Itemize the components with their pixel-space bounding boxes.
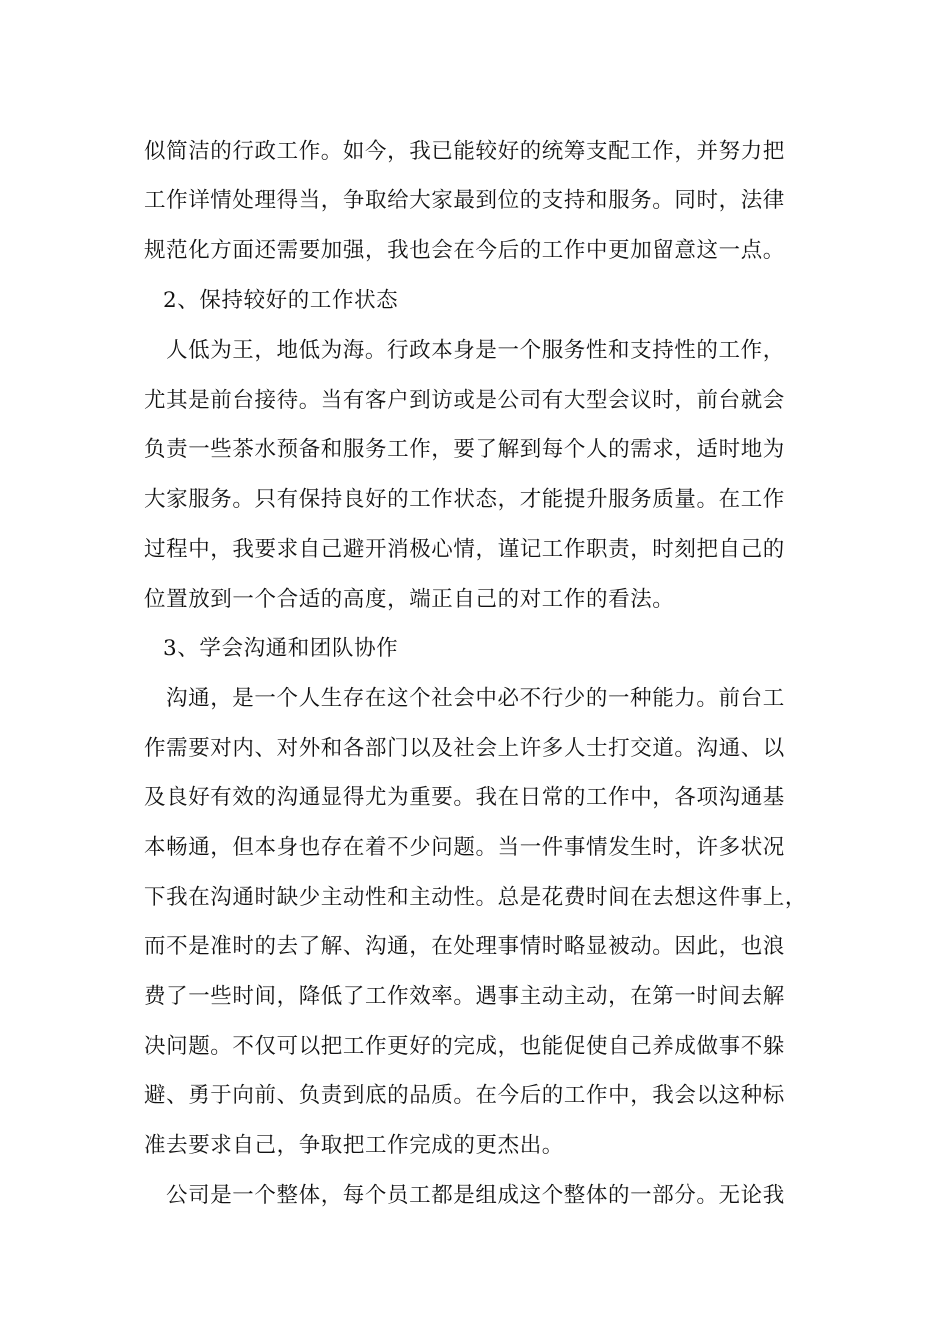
body-text-line: 沟通，是一个人生存在这个社会中必不行少的一种能力。前台工 (166, 686, 785, 711)
body-text-line: 工作详情处理得当，争取给大家最到位的支持和服务。同时，法律 (144, 188, 785, 213)
section-heading: 2、保持较好的工作状态 (163, 288, 399, 313)
body-text-line: 及良好有效的沟通显得尤为重要。我在日常的工作中，各项沟通基 (144, 785, 785, 810)
body-text-line: 人低为王，地低为海。行政本身是一个服务性和支持性的工作， (166, 338, 785, 363)
body-text-line: 公司是一个整体，每个员工都是组成这个整体的一部分。无论我 (166, 1183, 785, 1208)
body-text-line: 准去要求自己，争取把工作完成的更杰出。 (144, 1133, 564, 1158)
body-text-line: 而不是准时的去了解、沟通，在处理事情时略显被动。因此，也浪 (144, 934, 785, 959)
body-text-line: 费了一些时间，降低了工作效率。遇事主动主动，在第一时间去解 (144, 984, 785, 1009)
body-text-line: 下我在沟通时缺少主动性和主动性。总是花费时间在去想这件事上， (144, 885, 808, 910)
body-text-line: 决问题。不仅可以把工作更好的完成，也能促使自己养成做事不躲 (144, 1034, 785, 1059)
body-text-line: 位置放到一个合适的高度，端正自己的对工作的看法。 (144, 587, 675, 612)
body-text-line: 负责一些茶水预备和服务工作，要了解到每个人的需求，适时地为 (144, 437, 785, 462)
body-text-line: 避、勇于向前、负责到底的品质。在今后的工作中，我会以这种标 (144, 1083, 785, 1108)
body-text-line: 尤其是前台接待。当有客户到访或是公司有大型会议时，前台就会 (144, 388, 785, 413)
body-text-line: 作需要对内、对外和各部门以及社会上许多人士打交道。沟通、以 (144, 736, 785, 761)
body-text-line: 似简洁的行政工作。如今，我已能较好的统筹支配工作，并努力把 (144, 139, 785, 164)
body-text-line: 规范化方面还需要加强，我也会在今后的工作中更加留意这一点。 (144, 238, 785, 263)
body-text-line: 本畅通，但本身也存在着不少问题。当一件事情发生时，许多状况 (144, 835, 785, 860)
body-text-line: 过程中，我要求自己避开消极心情，谨记工作职责，时刻把自己的 (144, 537, 785, 562)
section-heading: 3、学会沟通和团队协作 (163, 636, 399, 661)
body-text-line: 大家服务。只有保持良好的工作状态，才能提升服务质量。在工作 (144, 487, 785, 512)
